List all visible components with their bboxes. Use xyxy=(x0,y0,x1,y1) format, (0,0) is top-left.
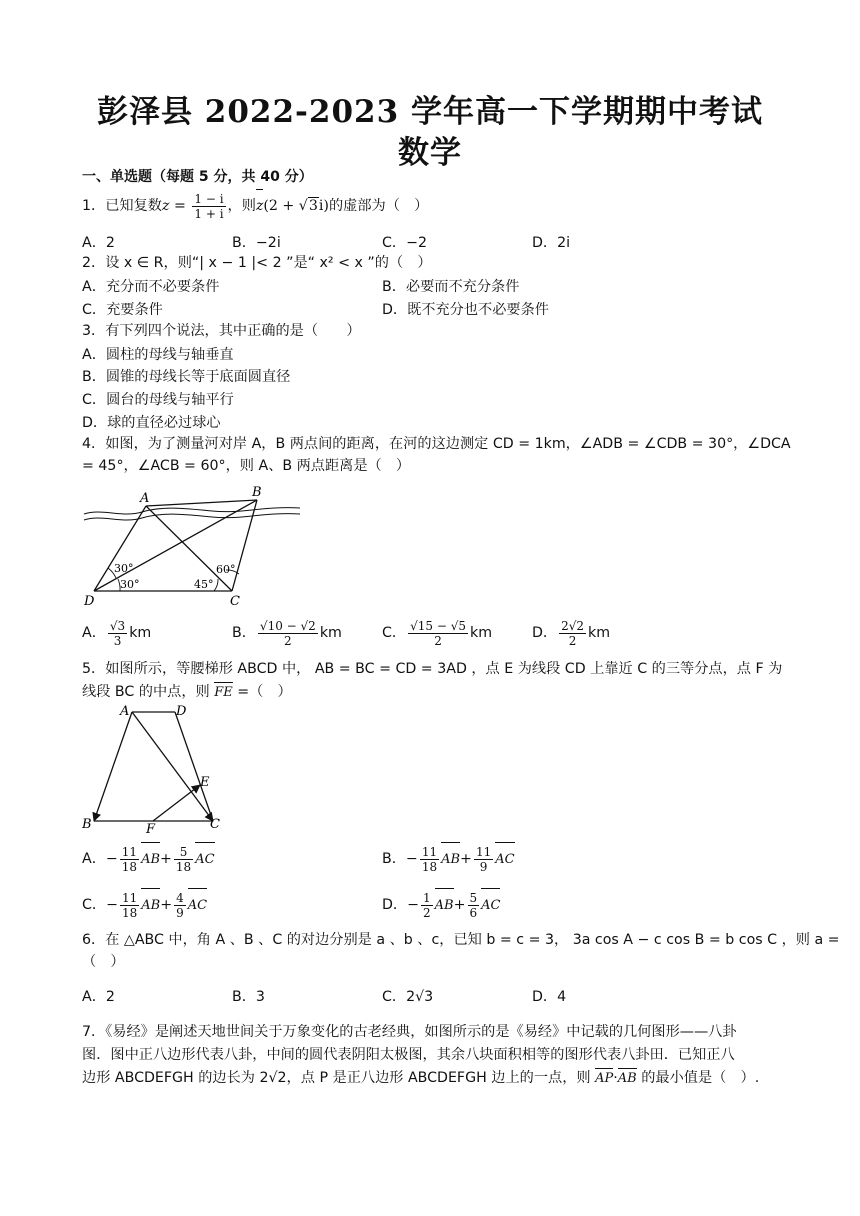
q4-fig-angle-30-upper: 30° xyxy=(114,562,134,575)
q5-fig-label-f: F xyxy=(146,822,156,836)
q6-option-d: D．4 xyxy=(532,989,567,1005)
q1-option-d: D．2i xyxy=(532,235,571,251)
q6-option-a: A．2 xyxy=(82,989,115,1005)
q5-fig-label-e: E xyxy=(200,775,210,790)
q3-option-c: C．圆台的母线与轴平行 xyxy=(82,392,234,408)
q1-number: 1． xyxy=(82,198,106,214)
question-7-line-1: 7．《易经》是阐述天地世间关于万象变化的古老经典，如图所示的是《易经》中记载的几何图形——八卦 xyxy=(82,1024,737,1040)
q1-frac-den: 1 + i xyxy=(194,206,224,221)
q4-fig-label-b: B xyxy=(252,485,262,500)
q1-option-c: C．−2 xyxy=(382,235,428,251)
exam-title: 彭泽县 2022-2023 学年高一下学期期中考试 xyxy=(96,94,763,130)
q1-post: 的虚部为（ ） xyxy=(328,198,429,214)
question-1 xyxy=(82,190,428,222)
question-5-line-2: 线段 BC 的中点，则 FE =（ ） xyxy=(82,682,292,703)
q4-fig-angle-30-lower: 30° xyxy=(120,578,140,591)
q4-fig-label-a: A xyxy=(140,491,150,506)
q5-fig-label-b: B xyxy=(82,817,92,832)
q2-option-a: A．充分而不必要条件 xyxy=(82,279,220,295)
question-3: 3．有下列四个说法，其中正确的是（ ） xyxy=(82,323,361,339)
q5-vector-fe: FE xyxy=(214,683,233,703)
q3-option-b: B．圆锥的母线长等于底面圆直径 xyxy=(82,369,291,385)
q5-fig-label-c: C xyxy=(210,817,220,832)
subject-title: 数学 xyxy=(398,135,462,171)
q4-option-b: B． $\frac{√10 - √2}{2}$ km xyxy=(232,618,342,648)
q4-option-c: C． $\frac{√15 - √5}{2}$ km xyxy=(382,618,493,648)
q1-zbar: z xyxy=(256,190,263,222)
question-4-line-2: = 45°，∠ACB = 60°，则 A、B 两点距离是（ ） xyxy=(82,458,411,474)
q2-option-b: B．必要而不充分条件 xyxy=(382,279,520,295)
q4-option-d: D． $\frac{2√2}{2}$ km xyxy=(532,618,611,648)
q5-option-b: B．− $\frac{11}{18}$ AB+ $\frac{11}{9}$ AC xyxy=(382,842,515,877)
q7-vector-ab: AB xyxy=(618,1069,637,1089)
question-7-line-3: 边形 ABCDEFGH 的边长为 2√2，点 P 是正八边形 ABCDEFGH 边上的一点，则 AP·AB 的最小值是（ ）. xyxy=(82,1068,759,1089)
q1-option-a: A．2 xyxy=(82,235,115,251)
q5-fig-label-a: A xyxy=(120,704,130,719)
q1-eq: = xyxy=(169,198,191,214)
q5-option-a: A．− $\frac{11}{18}$ AB+ $\frac{5}{18}$ AC xyxy=(82,842,215,877)
q4-fig-angle-60: 60° xyxy=(216,563,236,576)
q7-vector-ap: AP xyxy=(595,1069,613,1089)
q4-fig-label-d: D xyxy=(84,594,95,608)
q1-pre: 已知复数 xyxy=(105,198,162,214)
q5-fig-label-d: D xyxy=(176,704,187,719)
q1-frac-num: 1 − i xyxy=(194,191,224,206)
q3-option-a: A．圆柱的母线与轴垂直 xyxy=(82,347,234,363)
q3-option-d: D．球的直径必过球心 xyxy=(82,415,221,431)
q4-river-figure xyxy=(82,478,302,608)
section-heading: 一、单选题（每题 5 分，共 40 分） xyxy=(82,169,313,185)
q2-option-c: C．充要条件 xyxy=(82,302,163,318)
q4-fig-angle-45: 45° xyxy=(194,578,214,591)
q2-option-d: D．既不充分也不必要条件 xyxy=(382,302,549,318)
q1-fraction xyxy=(192,192,225,221)
question-7-line-2: 图．图中正八边形代表八卦，中间的圆代表阴阳太极图，其余八块面积相等的图形代表八卦田．已知正八 xyxy=(82,1047,735,1063)
q5-trapezoid-figure xyxy=(82,700,232,836)
q1-expr-close: i) xyxy=(318,198,329,214)
question-4-line-1: 4．如图，为了测量河对岸 A，B 两点间的距离，在河的这边测定 CD = 1km，∠ADB = ∠CDB = 30°，∠DCA xyxy=(82,436,791,452)
question-6-line-1: 6．在 △ABC 中，角 A 、B 、C 的对边分别是 a 、b 、c，已知 b = c = 3， 3a cos A − c cos B = b cos C ，则 a = xyxy=(82,932,840,948)
q5-option-c: C．− $\frac{11}{18}$ AB+ $\frac{4}{9}$ AC xyxy=(82,888,207,923)
q4-option-a: A． $\frac{√3}{3}$ km xyxy=(82,618,152,648)
q1-expr-open: (2 + xyxy=(263,198,299,214)
question-5-line-1: 5．如图所示，等腰梯形 ABCD 中， AB = BC = CD = 3AD ，点 E 为线段 CD 上靠近 C 的三等分点，点 F 为 xyxy=(82,661,783,677)
question-6-line-2: （ ） xyxy=(82,954,125,970)
question-2: 2．设 x ∈ R，则“| x − 1 |< 2 ”是“ x² < x ”的（ ） xyxy=(82,255,432,271)
q1-mid: ，则 xyxy=(227,198,256,214)
q1-z: z xyxy=(161,198,170,214)
q4-fig-label-c: C xyxy=(230,594,240,608)
q6-option-b: B．3 xyxy=(232,989,265,1005)
q1-sqrt: √3 xyxy=(298,198,318,214)
q5-option-d: D．− $\frac{1}{2}$ AB+ $\frac{5}{6}$ AC xyxy=(382,888,500,923)
q1-option-b: B．−2i xyxy=(232,235,281,251)
q6-option-c: C．2√3 xyxy=(382,989,434,1005)
